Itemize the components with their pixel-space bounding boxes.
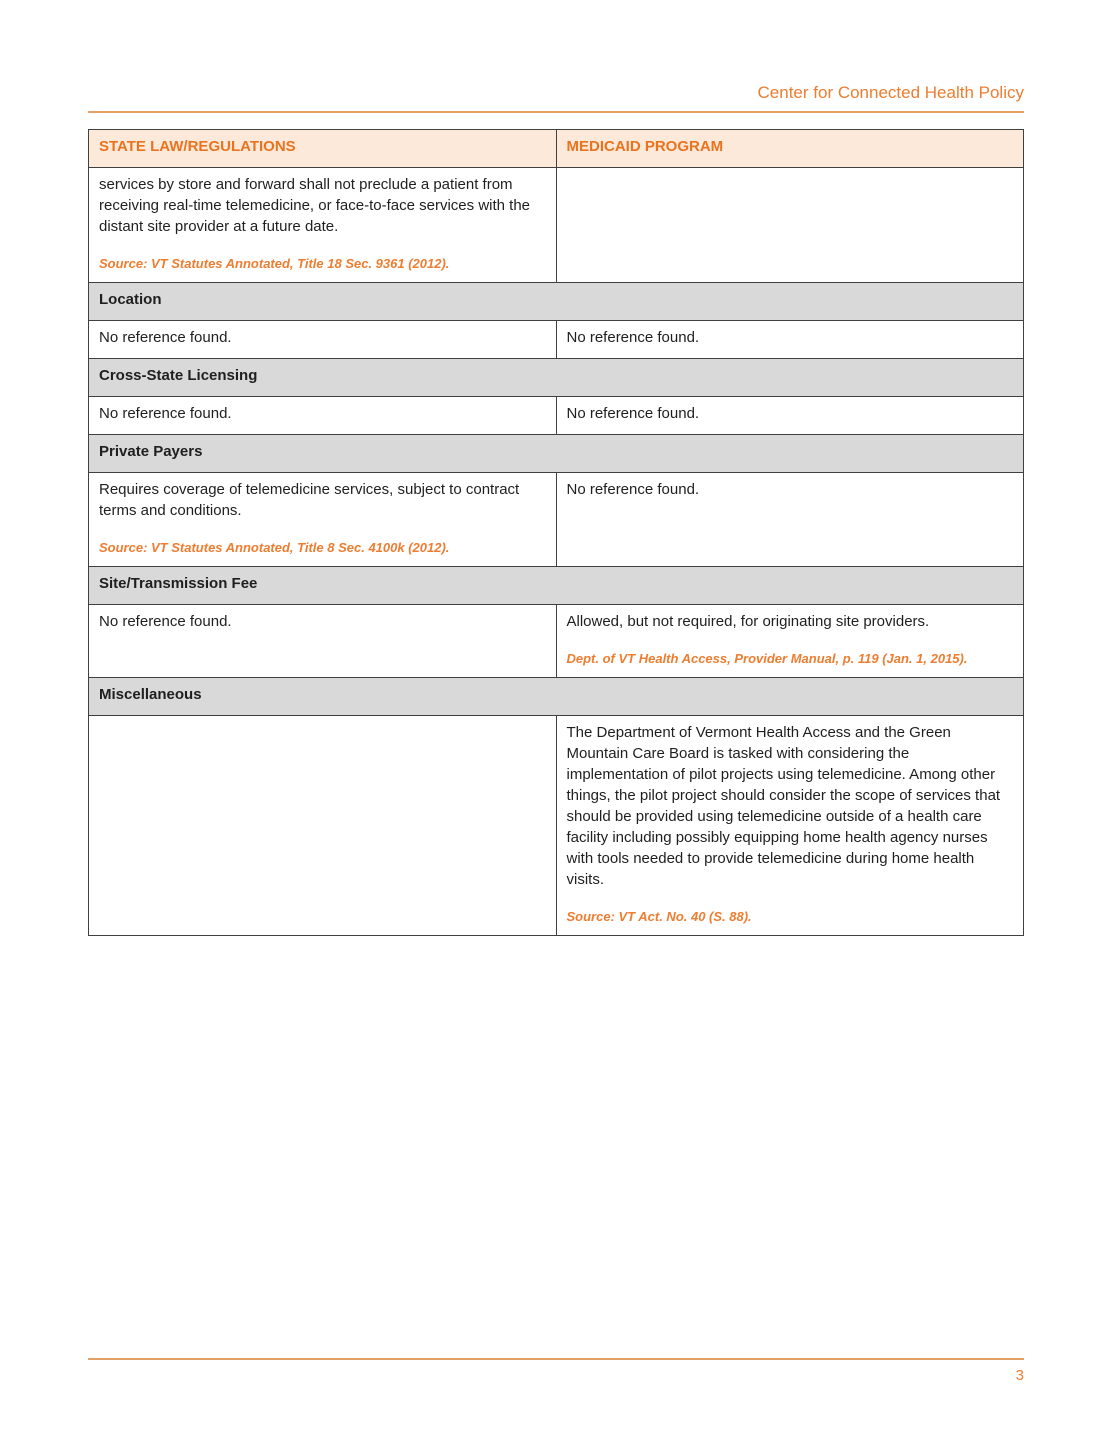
medicaid-cell-private-payers xyxy=(556,473,1024,567)
state-cell-location xyxy=(89,321,557,359)
page-number: 3 xyxy=(1015,1367,1024,1384)
medicaid-cell-miscellaneous xyxy=(556,716,1024,936)
table-row-private-payers xyxy=(89,473,1024,567)
section-title-site-fee: Site/Transmission Fee xyxy=(89,567,1024,605)
state-cell-private-payers xyxy=(89,473,557,567)
cell-text: The Department of Vermont Health Access and the Green Mountain Care Board is tasked with considering the implementation of pilot projects using telemedicine. Among other things, the pilot project should consider the scope of services that should be provided using telemedicine outside of a health care facility including possibly equipping home health agency nurses with tools needed to provide telemedicine during home health visits. xyxy=(566,724,1001,888)
cell-text: services by store and forward shall not preclude a patient from receiving real-time telemedicine, or face-to-face services with the distant site provider at a future date. xyxy=(99,176,531,235)
section-header-row-cross-state xyxy=(89,359,1024,397)
cell-text: No reference found. xyxy=(99,405,232,422)
cell-text: No reference found. xyxy=(99,329,232,346)
section-title-miscellaneous: Miscellaneous xyxy=(89,678,1024,716)
header-divider-rule xyxy=(88,111,1024,113)
state-cell-miscellaneous xyxy=(89,716,557,936)
table-row-cross-state xyxy=(89,397,1024,435)
policy-comparison-table xyxy=(88,129,1024,936)
section-header-row-private-payers xyxy=(89,435,1024,473)
cell-text: No reference found. xyxy=(99,613,232,630)
table-row-miscellaneous xyxy=(89,716,1024,936)
source-citation: Source: VT Statutes Annotated, Title 18 Sec. 9361 (2012). xyxy=(99,256,450,271)
cell-text: No reference found. xyxy=(566,405,700,422)
table-row-site-fee xyxy=(89,605,1024,678)
section-header-row-site-fee xyxy=(89,567,1024,605)
section-header-row-miscellaneous xyxy=(89,678,1024,716)
document-footer xyxy=(88,1358,1024,1384)
state-cell-site-fee xyxy=(89,605,557,678)
cell-text: Allowed, but not required, for originating site providers. xyxy=(566,613,930,630)
medicaid-cell-cross-state xyxy=(556,397,1024,435)
medicaid-cell-intro xyxy=(556,168,1024,283)
section-title-cross-state: Cross-State Licensing xyxy=(89,359,1024,397)
cell-text: Requires coverage of telemedicine services, subject to contract terms and conditions. xyxy=(99,481,520,519)
table-row-location xyxy=(89,321,1024,359)
source-citation: Dept. of VT Health Access, Provider Manual, p. 119 (Jan. 1, 2015). xyxy=(566,651,968,666)
state-cell-intro xyxy=(89,168,557,283)
section-title-location: Location xyxy=(89,283,1024,321)
state-cell-cross-state xyxy=(89,397,557,435)
column-header-medicaid: MEDICAID PROGRAM xyxy=(556,130,1024,168)
cell-text: No reference found. xyxy=(566,481,700,498)
cell-text: No reference found. xyxy=(566,329,700,346)
medicaid-cell-site-fee xyxy=(556,605,1024,678)
section-title-private-payers: Private Payers xyxy=(89,435,1024,473)
page-content xyxy=(88,0,1024,936)
table-header-row xyxy=(89,130,1024,168)
page-title: Center for Connected Health Policy xyxy=(757,83,1024,102)
column-header-state-law: STATE LAW/REGULATIONS xyxy=(89,130,557,168)
medicaid-cell-location xyxy=(556,321,1024,359)
document-header xyxy=(88,0,1024,113)
source-citation: Source: VT Statutes Annotated, Title 8 Sec. 4100k (2012). xyxy=(99,540,450,555)
table-row-intro xyxy=(89,168,1024,283)
source-citation: Source: VT Act. No. 40 (S. 88). xyxy=(566,909,752,924)
section-header-row-location xyxy=(89,283,1024,321)
